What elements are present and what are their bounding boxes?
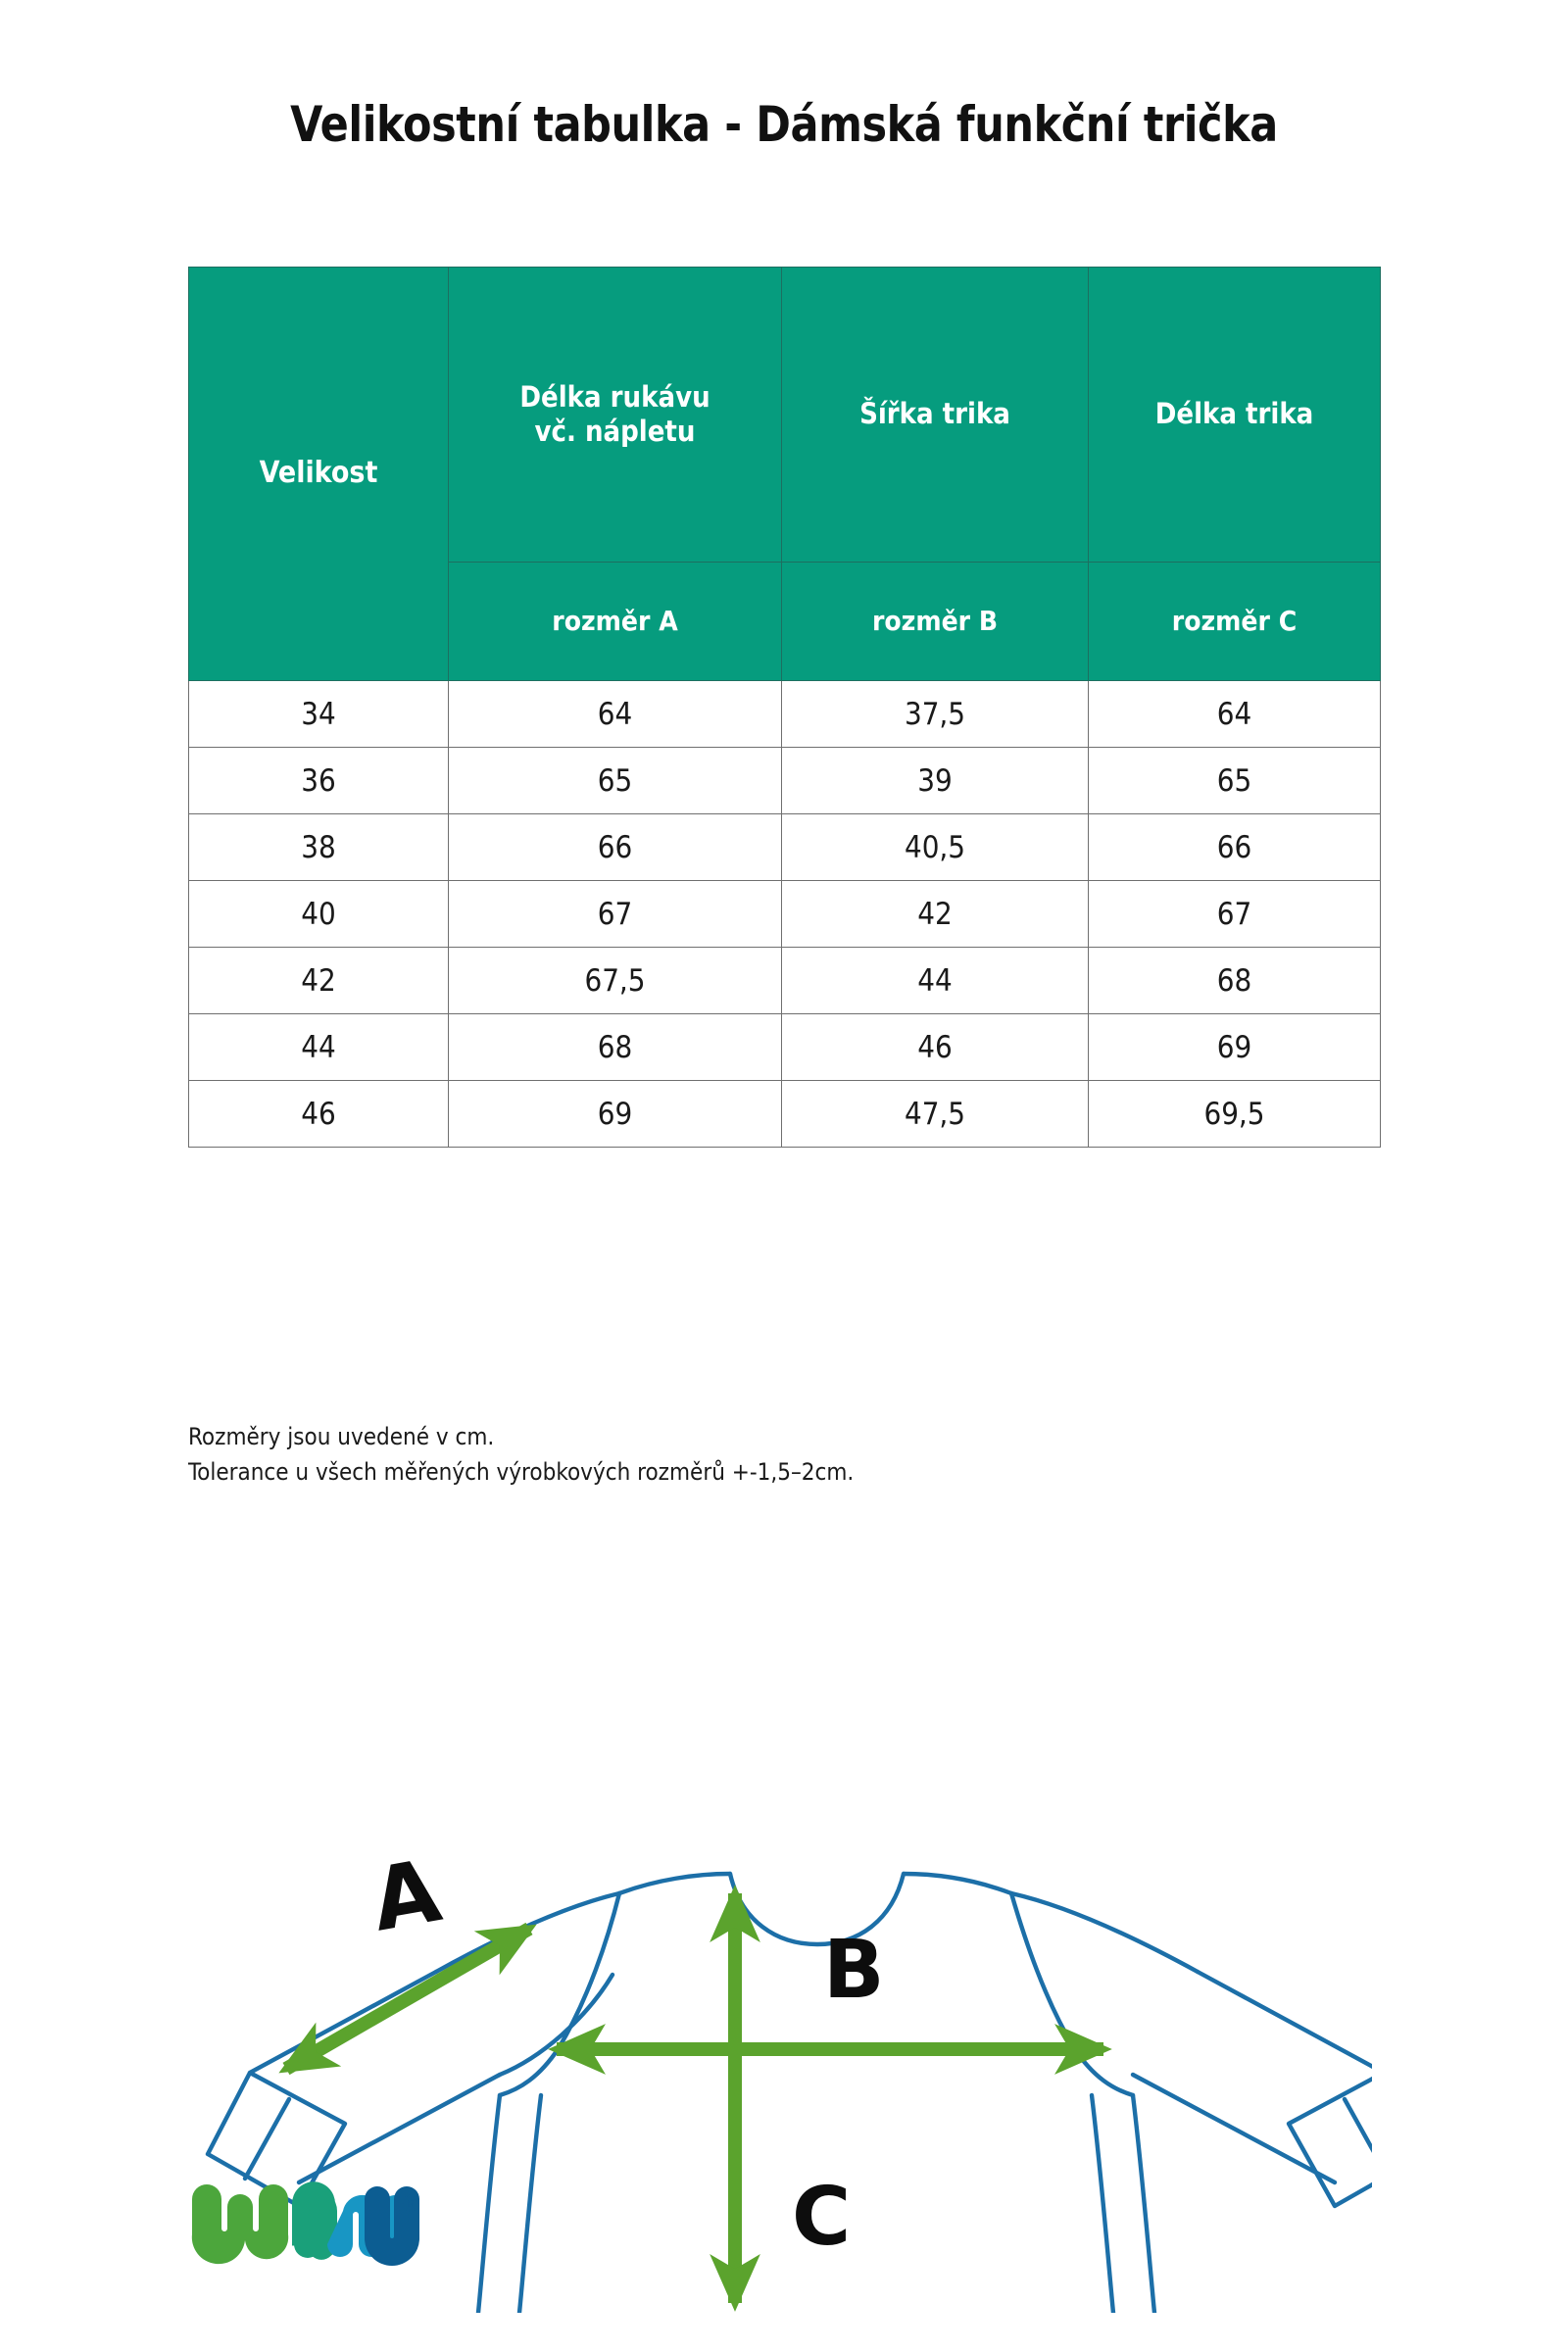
cell-dim-b: 42 [782,881,1089,948]
header-cell-rozmer-a: rozměr A [449,563,782,681]
cell-dim-a: 66 [449,814,782,881]
right-side-outer [1133,2095,1154,2313]
cell-dim-c: 68 [1089,948,1381,1014]
right-cuff-inner-line [1345,2099,1372,2179]
header-line-2: vč. nápletu [534,415,696,448]
header-cell-delka-trika: Délka trika [1089,268,1381,563]
right-shoulder-seam [904,1874,1011,1893]
cell-size: 46 [189,1081,449,1148]
table-row [189,881,1381,948]
table-row [189,1014,1381,1081]
svg-text:R: R [407,2199,415,2210]
cell-dim-c: 65 [1089,748,1381,814]
measurement-notes [188,1419,854,1490]
right-sleeve-cap [1011,1893,1133,2095]
left-armhole [500,1975,612,2075]
right-sleeve-upper-edge-top [1198,1972,1372,2073]
size-table [188,267,1381,1148]
table-row [189,748,1381,814]
label-b: B [823,1924,885,2017]
right-sleeve-lower-edge [1133,2075,1335,2182]
header-cell-rozmer-b: rozměr B [782,563,1089,681]
cell-dim-a: 68 [449,1014,782,1081]
cell-dim-b: 46 [782,1014,1089,1081]
cell-dim-c: 69,5 [1089,1081,1381,1148]
header-line-1: Délka rukávu [519,379,710,414]
label-a: A [364,1839,448,1951]
table-row [189,948,1381,1014]
label-c: C [792,2171,852,2264]
cell-size: 40 [189,881,449,948]
cell-size: 44 [189,1014,449,1081]
arrow-a [286,1929,529,2069]
cell-dim-b: 40,5 [782,814,1089,881]
cell-dim-c: 64 [1089,681,1381,748]
cell-dim-c: 66 [1089,814,1381,881]
table-row [189,681,1381,748]
right-shoulder-top [1011,1893,1198,1972]
left-sleeve-lower-edge [299,2075,500,2182]
cell-size: 34 [189,681,449,748]
header-cell-delka-rukavu [449,268,782,563]
cell-dim-c: 69 [1089,1014,1381,1081]
table-row [189,1081,1381,1148]
note-units: Rozměry jsou uvedené v cm. [188,1423,495,1450]
header-cell-rozmer-c: rozměr C [1089,563,1381,681]
cell-dim-b: 47,5 [782,1081,1089,1148]
cell-dim-a: 67,5 [449,948,782,1014]
left-side-inner [519,2095,541,2313]
cell-dim-a: 67 [449,881,782,948]
left-side-outer [478,2095,500,2313]
left-cuff-inner-line [245,2099,289,2179]
right-cuff [1289,2073,1372,2206]
header-cell-velikost: Velikost [189,268,449,681]
cell-size: 36 [189,748,449,814]
cell-size: 38 [189,814,449,881]
note-tolerance: Tolerance u všech měřených výrobkových rozměrů +-1,5–2cm. [188,1458,855,1486]
logo-letter-w [192,2184,288,2264]
cell-dim-b: 39 [782,748,1089,814]
cell-dim-b: 37,5 [782,681,1089,748]
brand-logo [184,2178,429,2266]
cell-dim-a: 65 [449,748,782,814]
cell-dim-a: 64 [449,681,782,748]
table-row [189,814,1381,881]
cell-dim-a: 69 [449,1081,782,1148]
cell-dim-b: 44 [782,948,1089,1014]
header-cell-sirka-trika: Šířka trika [782,268,1089,563]
cell-dim-c: 67 [1089,881,1381,948]
cell-size: 42 [189,948,449,1014]
table-header-row-top [189,268,1381,563]
right-side-inner [1092,2095,1113,2313]
left-sleeve-upper-edge-top [250,1972,436,2073]
left-shoulder-seam [619,1874,730,1893]
page-title: Velikostní tabulka - Dámská funkční trička [290,96,1278,153]
